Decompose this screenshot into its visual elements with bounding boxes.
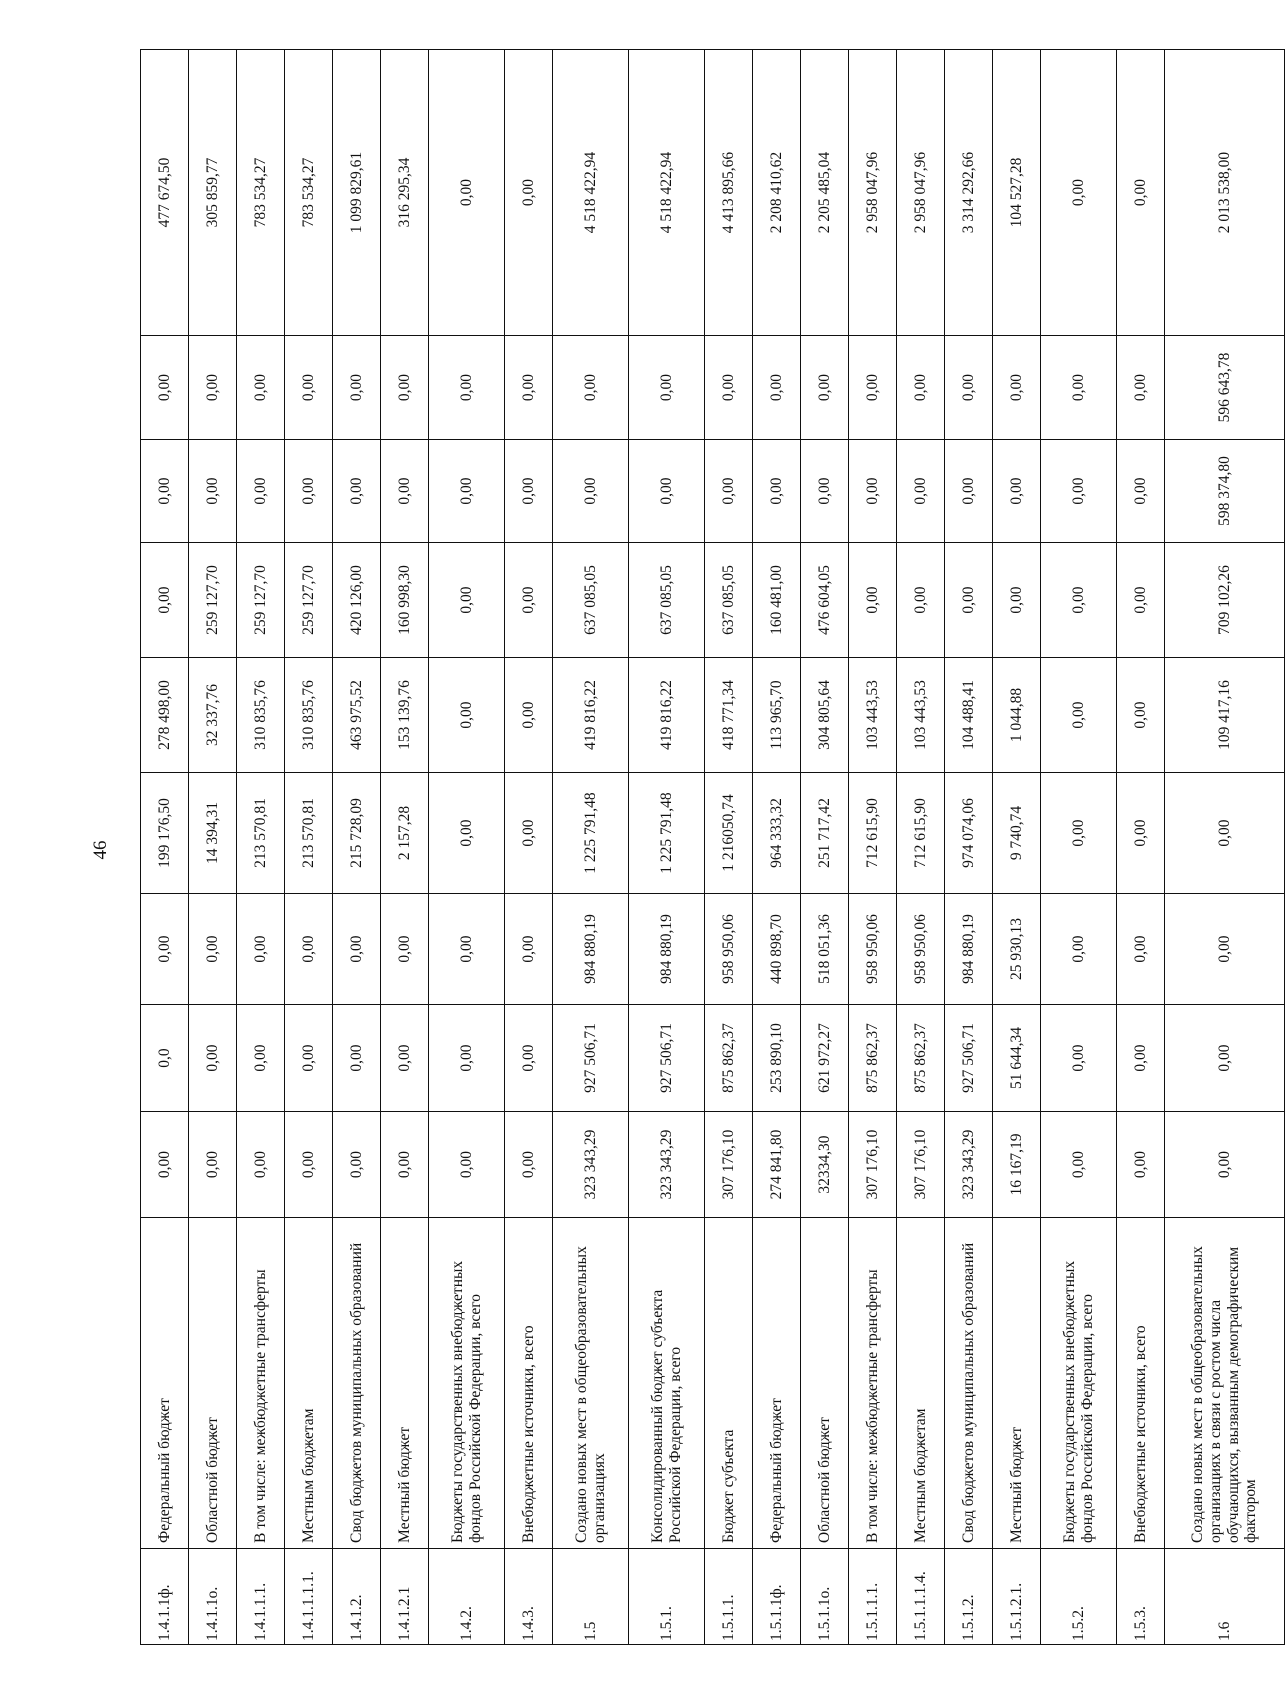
row-value: 984 880,19 [629,894,705,1005]
row-value: 32 337,76 [189,658,237,773]
row-value: 0,00 [505,1112,553,1218]
row-value: 463 975,52 [333,658,381,773]
row-name: Федеральный бюджет [141,1218,189,1549]
row-total: 0,00 [505,50,553,336]
row-value: 0,00 [189,440,237,543]
row-code: 1.4.1.2.1 [381,1549,429,1645]
row-value: 0,00 [553,336,629,440]
row-total: 477 674,50 [141,50,189,336]
row-code: 1.5.2. [1041,1549,1117,1645]
row-total: 2 205 485,04 [801,50,849,336]
row-value: 440 898,70 [753,894,801,1005]
table-row [237,50,285,1645]
row-value: 0,00 [1041,1112,1117,1218]
row-value: 199 176,50 [141,773,189,894]
table-row [429,50,505,1645]
row-value: 113 965,70 [753,658,801,773]
row-code: 1.5.1.1. [705,1549,753,1645]
row-value: 0,00 [993,543,1041,658]
row-name: Внебюджетные источники, всего [1117,1218,1165,1549]
row-value: 958 950,06 [897,894,945,1005]
row-value: 1 216050,74 [705,773,753,894]
row-value: 1 044,88 [993,658,1041,773]
table-row [849,50,897,1645]
row-code: 1.4.1.2. [333,1549,381,1645]
row-value: 0,00 [945,440,993,543]
row-value: 709 102,26 [1165,543,1285,658]
row-value: 621 972,27 [801,1005,849,1112]
row-value: 0,00 [705,440,753,543]
row-value: 958 950,06 [705,894,753,1005]
row-total: 0,00 [1117,50,1165,336]
row-value: 0,00 [237,336,285,440]
row-value: 418 771,34 [705,658,753,773]
row-code: 1.5.1.1.1.4. [897,1549,945,1645]
row-code: 1.5.1.2. [945,1549,993,1645]
row-value: 0,00 [429,658,505,773]
row-total: 0,00 [1041,50,1117,336]
row-value: 0,00 [285,336,333,440]
row-code: 1.5.1.1о. [801,1549,849,1645]
row-name: Бюджет субъекта [705,1218,753,1549]
row-code: 1.5.1.2.1. [993,1549,1041,1645]
row-value: 0,00 [1165,1005,1285,1112]
row-code: 1.4.1.1о. [189,1549,237,1645]
table-row [945,50,993,1645]
row-value: 0,00 [237,1005,285,1112]
table-row [801,50,849,1645]
row-value: 0,00 [505,773,553,894]
row-value: 0,00 [1117,440,1165,543]
row-value: 109 417,16 [1165,658,1285,773]
row-value: 310 835,76 [285,658,333,773]
row-value: 927 506,71 [553,1005,629,1112]
row-value: 0,00 [429,543,505,658]
row-value: 984 880,19 [945,894,993,1005]
row-code: 1.4.1.1.1.1. [285,1549,333,1645]
row-value: 0,00 [429,773,505,894]
row-value: 0,00 [141,1112,189,1218]
row-value: 0,00 [381,1112,429,1218]
table-row [1165,50,1285,1645]
row-value: 0,00 [285,1005,333,1112]
row-name: Свод бюджетов муниципальных образований [333,1218,381,1549]
row-name: Местным бюджетам [897,1218,945,1549]
table-row [1117,50,1165,1645]
row-value: 0,00 [801,440,849,543]
budget-table-body [141,50,1285,1645]
row-value: 0,00 [1041,440,1117,543]
row-value: 0,00 [1117,336,1165,440]
row-total: 4 518 422,94 [629,50,705,336]
row-value: 259 127,70 [285,543,333,658]
row-value: 0,00 [1041,336,1117,440]
row-value: 0,00 [237,440,285,543]
row-value: 0,00 [801,336,849,440]
row-value: 958 950,06 [849,894,897,1005]
row-value: 0,00 [849,440,897,543]
row-value: 964 333,32 [753,773,801,894]
row-code: 1.4.1.1.1. [237,1549,285,1645]
row-value: 0,00 [141,336,189,440]
row-value: 0,00 [1165,773,1285,894]
row-value: 0,00 [429,1005,505,1112]
row-name: В том числе: межбюджетные трансферты [237,1218,285,1549]
row-value: 0,00 [333,440,381,543]
row-value: 0,00 [285,894,333,1005]
row-value: 2 157,28 [381,773,429,894]
row-name: Местный бюджет [381,1218,429,1549]
row-value: 0,00 [505,543,553,658]
row-value: 0,00 [381,336,429,440]
row-name: Федеральный бюджет [753,1218,801,1549]
row-value: 0,00 [1117,543,1165,658]
row-value: 0,00 [753,336,801,440]
row-value: 0,00 [629,440,705,543]
table-row [553,50,629,1645]
row-total: 783 534,27 [285,50,333,336]
row-total: 316 295,34 [381,50,429,336]
row-value: 0,00 [333,894,381,1005]
row-value: 927 506,71 [945,1005,993,1112]
row-total: 783 534,27 [237,50,285,336]
row-value: 307 176,10 [897,1112,945,1218]
row-value: 0,00 [897,336,945,440]
table-row [285,50,333,1645]
row-value: 0,00 [141,440,189,543]
budget-table-rotated [140,50,1260,1645]
row-value: 307 176,10 [849,1112,897,1218]
row-value: 0,00 [1041,543,1117,658]
row-value: 420 126,00 [333,543,381,658]
row-code: 1.4.2. [429,1549,505,1645]
row-value: 213 570,81 [285,773,333,894]
row-value: 0,00 [505,440,553,543]
row-code: 1.5.1.1.1. [849,1549,897,1645]
row-value: 0,00 [553,440,629,543]
row-name: Консолидированный бюджет субъекта Российской Федерации, всего [629,1218,705,1549]
row-value: 160 481,00 [753,543,801,658]
row-value: 323 343,29 [553,1112,629,1218]
row-total: 305 859,77 [189,50,237,336]
row-value: 0,00 [237,894,285,1005]
row-value: 598 374,80 [1165,440,1285,543]
row-name: Бюджеты государственных внебюджетных фондов Российской Федерации, всего [1041,1218,1117,1549]
row-name: Бюджеты государственных внебюджетных фондов Российской Федерации, всего [429,1218,505,1549]
row-total: 0,00 [429,50,505,336]
row-value: 310 835,76 [237,658,285,773]
row-value: 251 717,42 [801,773,849,894]
row-value: 0,00 [1117,773,1165,894]
row-value: 596 643,78 [1165,336,1285,440]
row-value: 0,00 [381,894,429,1005]
row-value: 0,00 [993,440,1041,543]
row-value: 0,00 [897,543,945,658]
row-value: 0,00 [189,336,237,440]
row-value: 253 890,10 [753,1005,801,1112]
row-value: 0,00 [1165,1112,1285,1218]
row-value: 0,00 [1117,1005,1165,1112]
table-row [189,50,237,1645]
row-value: 1 225 791,48 [629,773,705,894]
row-value: 153 139,76 [381,658,429,773]
row-total: 3 314 292,66 [945,50,993,336]
row-value: 1 225 791,48 [553,773,629,894]
row-total: 2 958 047,96 [849,50,897,336]
row-code: 1.4.1.1ф. [141,1549,189,1645]
row-value: 0,00 [285,1112,333,1218]
row-value: 259 127,70 [237,543,285,658]
row-value: 304 805,64 [801,658,849,773]
row-code: 1.5.1.1ф. [753,1549,801,1645]
table-row [333,50,381,1645]
row-value: 0,00 [1041,1005,1117,1112]
row-total: 4 518 422,94 [553,50,629,336]
row-total: 104 527,28 [993,50,1041,336]
row-code: 1.5.1. [629,1549,705,1645]
row-code: 1.4.3. [505,1549,553,1645]
table-row [381,50,429,1645]
row-value: 0,00 [705,336,753,440]
row-value: 712 615,90 [897,773,945,894]
row-value: 0,00 [333,1112,381,1218]
row-name: Областной бюджет [801,1218,849,1549]
row-value: 307 176,10 [705,1112,753,1218]
row-value: 875 862,37 [897,1005,945,1112]
table-row [993,50,1041,1645]
row-value: 518 051,36 [801,894,849,1005]
row-value: 0,00 [945,336,993,440]
table-row [1041,50,1117,1645]
row-value: 0,00 [285,440,333,543]
row-value: 0,00 [189,1112,237,1218]
row-value: 215 728,09 [333,773,381,894]
page-number: 46 [90,840,111,860]
row-value: 0,00 [1117,894,1165,1005]
row-value: 323 343,29 [629,1112,705,1218]
row-value: 0,00 [237,1112,285,1218]
row-value: 0,00 [141,543,189,658]
row-value: 0,00 [505,1005,553,1112]
row-value: 0,00 [189,1005,237,1112]
row-code: 1.5.3. [1117,1549,1165,1645]
row-value: 14 394,31 [189,773,237,894]
row-name: Свод бюджетов муниципальных образований [945,1218,993,1549]
row-name: Создано новых мест в общеобразовательных организациях в связи с ростом числа обучающихся, вызванным демографическим фактором [1165,1218,1285,1549]
table-row [753,50,801,1645]
row-value: 9 740,74 [993,773,1041,894]
row-total: 2 958 047,96 [897,50,945,336]
row-value: 419 816,22 [629,658,705,773]
row-value: 51 644,34 [993,1005,1041,1112]
row-value: 0,00 [1117,658,1165,773]
row-value: 274 841,80 [753,1112,801,1218]
row-total: 2 013 538,00 [1165,50,1285,336]
row-value: 103 443,53 [849,658,897,773]
table-row [897,50,945,1645]
row-name: Областной бюджет [189,1218,237,1549]
row-value: 16 167,19 [993,1112,1041,1218]
row-value: 974 074,06 [945,773,993,894]
row-value: 419 816,22 [553,658,629,773]
row-value: 0,00 [429,1112,505,1218]
row-value: 0,00 [1041,894,1117,1005]
table-row [705,50,753,1645]
row-value: 875 862,37 [849,1005,897,1112]
row-value: 278 498,00 [141,658,189,773]
row-value: 0,00 [1117,1112,1165,1218]
row-value: 712 615,90 [849,773,897,894]
row-value: 0,00 [945,543,993,658]
row-value: 875 862,37 [705,1005,753,1112]
row-name: Местным бюджетам [285,1218,333,1549]
row-value: 0,00 [753,440,801,543]
row-value: 637 085,05 [553,543,629,658]
row-name: Внебюджетные источники, всего [505,1218,553,1549]
row-value: 0,00 [333,1005,381,1112]
row-name: Создано новых мест в общеобразовательных организациях [553,1218,629,1549]
row-value: 0,00 [505,336,553,440]
row-value: 259 127,70 [189,543,237,658]
table-row [141,50,189,1645]
row-value: 0,00 [189,894,237,1005]
row-value: 323 343,29 [945,1112,993,1218]
row-value: 637 085,05 [705,543,753,658]
row-value: 984 880,19 [553,894,629,1005]
row-value: 0,00 [1041,773,1117,894]
row-value: 0,00 [1165,894,1285,1005]
row-value: 0,00 [849,543,897,658]
row-value: 0,00 [429,336,505,440]
row-total: 2 208 410,62 [753,50,801,336]
row-value: 0,0 [141,1005,189,1112]
row-value: 25 930,13 [993,894,1041,1005]
row-value: 0,00 [333,336,381,440]
row-value: 213 570,81 [237,773,285,894]
row-value: 0,00 [849,336,897,440]
row-value: 0,00 [993,336,1041,440]
row-value: 927 506,71 [629,1005,705,1112]
row-value: 0,00 [505,894,553,1005]
table-row [505,50,553,1645]
row-value: 0,00 [505,658,553,773]
row-total: 4 413 895,66 [705,50,753,336]
row-value: 0,00 [429,440,505,543]
budget-table [140,49,1285,1645]
row-value: 103 443,53 [897,658,945,773]
row-value: 637 085,05 [629,543,705,658]
row-value: 104 488,41 [945,658,993,773]
row-value: 32334,30 [801,1112,849,1218]
row-name: В том числе: межбюджетные трансферты [849,1218,897,1549]
row-value: 160 998,30 [381,543,429,658]
row-value: 0,00 [629,336,705,440]
row-code: 1.6 [1165,1549,1285,1645]
row-value: 0,00 [897,440,945,543]
row-name: Местный бюджет [993,1218,1041,1549]
row-value: 0,00 [141,894,189,1005]
row-value: 0,00 [381,440,429,543]
row-value: 476 604,05 [801,543,849,658]
row-value: 0,00 [429,894,505,1005]
row-total: 1 099 829,61 [333,50,381,336]
row-value: 0,00 [381,1005,429,1112]
table-row [629,50,705,1645]
row-value: 0,00 [1041,658,1117,773]
row-code: 1.5 [553,1549,629,1645]
